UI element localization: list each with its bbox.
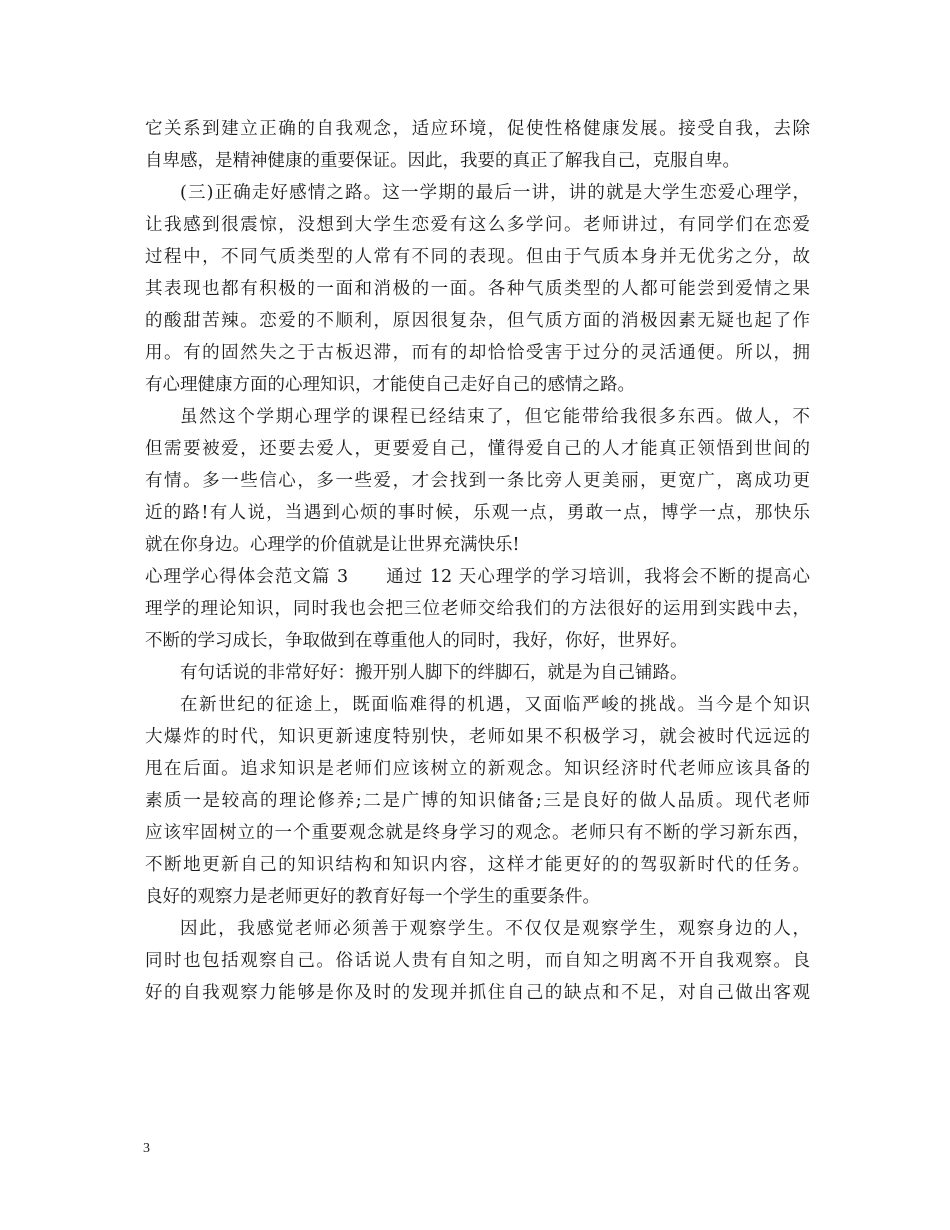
text-line: 素质一是较高的理论修养;二是广博的知识储备;三是良好的做人品质。现代老师 — [145, 791, 810, 811]
text-line: 让我感到很震惊，没想到大学生恋爱有这么多学问。老师讲过，有同学们在恋爱 — [145, 215, 810, 235]
text-line: 同时也包括观察自己。俗话说人贵有自知之明，而自知之明离不开自我观察。良 — [145, 951, 810, 971]
text-line: 不断的学习成长，争取做到在尊重他人的同时，我好，你好，世界好。 — [145, 631, 688, 651]
text-line: 有句话说的非常好好：搬开别人脚下的绊脚石，就是为自己铺路。 — [180, 663, 688, 683]
text-line: 良好的观察力是老师更好的教育好每一个学生的重要条件。 — [145, 887, 600, 907]
text-line: 在新世纪的征途上，既面临难得的机遇，又面临严峻的挑战。当今是个知识 — [180, 695, 810, 715]
text-line: 自卑感，是精神健康的重要保证。因此，我要的真正了解我自己，克服自卑。 — [145, 151, 740, 171]
page-number: 3 — [143, 1141, 150, 1156]
text-line: 近的路!有人说，当遇到心烦的事时候，乐观一点，勇敢一点，博学一点，那快乐 — [145, 503, 810, 523]
text-line: 应该牢固树立的一个重要观念就是终身学习的观念。老师只有不断的学习新东西， — [145, 823, 810, 843]
text-line: 的酸甜苦辣。恋爱的不顺利，原因很复杂，但气质方面的消极因素无疑也起了作 — [145, 311, 810, 331]
text-line: 但需要被爱，还要去爱人，更要爱自己，懂得爱自己的人才能真正领悟到世间的 — [145, 439, 810, 459]
document-body — [145, 113, 810, 1009]
text-line: 其表现也都有积极的一面和消极的一面。各种气质类型的人都可能尝到爱情之果 — [145, 279, 810, 299]
text-line: 好的自我观察力能够是你及时的发现并抓住自己的缺点和不足，对自己做出客观 — [145, 983, 810, 1003]
text-line: 虽然这个学期心理学的课程已经结束了，但它能带给我很多东西。做人，不 — [180, 407, 810, 427]
text-line: 理学的理论知识，同时我也会把三位老师交给我们的方法很好的运用到实践中去， — [145, 599, 810, 619]
text-line: (三)正确走好感情之路。这一学期的最后一讲，讲的就是大学生恋爱心理学， — [180, 183, 810, 203]
text-line: 就在你身边。心理学的价值就是让世界充满快乐! — [145, 535, 520, 555]
text-line: 因此，我感觉老师必须善于观察学生。不仅仅是观察学生，观察身边的人， — [180, 919, 810, 939]
text-line: 有情。多一些信心，多一些爱，才会找到一条比旁人更美丽，更宽广，离成功更 — [145, 471, 810, 491]
text-line: 它关系到建立正确的自我观念，适应环境，促使性格健康发展。接受自我，去除 — [145, 119, 810, 139]
text-line: 大爆炸的时代，知识更新速度特别快，老师如果不积极学习，就会被时代远远的 — [145, 727, 810, 747]
text-line: 有心理健康方面的心理知识，才能使自己走好自己的感情之路。 — [145, 375, 635, 395]
text-line: 心理学心得体会范文篇 3 通过 12 天心理学的学习培训，我将会不断的提高心 — [145, 567, 810, 587]
text-line: 过程中，不同气质类型的人常有不同的表现。但由于气质本身并无优劣之分，故 — [145, 247, 810, 267]
text-line: 不断地更新自己的知识结构和知识内容，这样才能更好的的驾驭新时代的任务。 — [145, 855, 810, 875]
text-line: 甩在后面。追求知识是老师们应该树立的新观念。知识经济时代老师应该具备的 — [145, 759, 810, 779]
text-line: 用。有的固然失之于古板迟滞，而有的却恰恰受害于过分的灵活通便。所以，拥 — [145, 343, 810, 363]
